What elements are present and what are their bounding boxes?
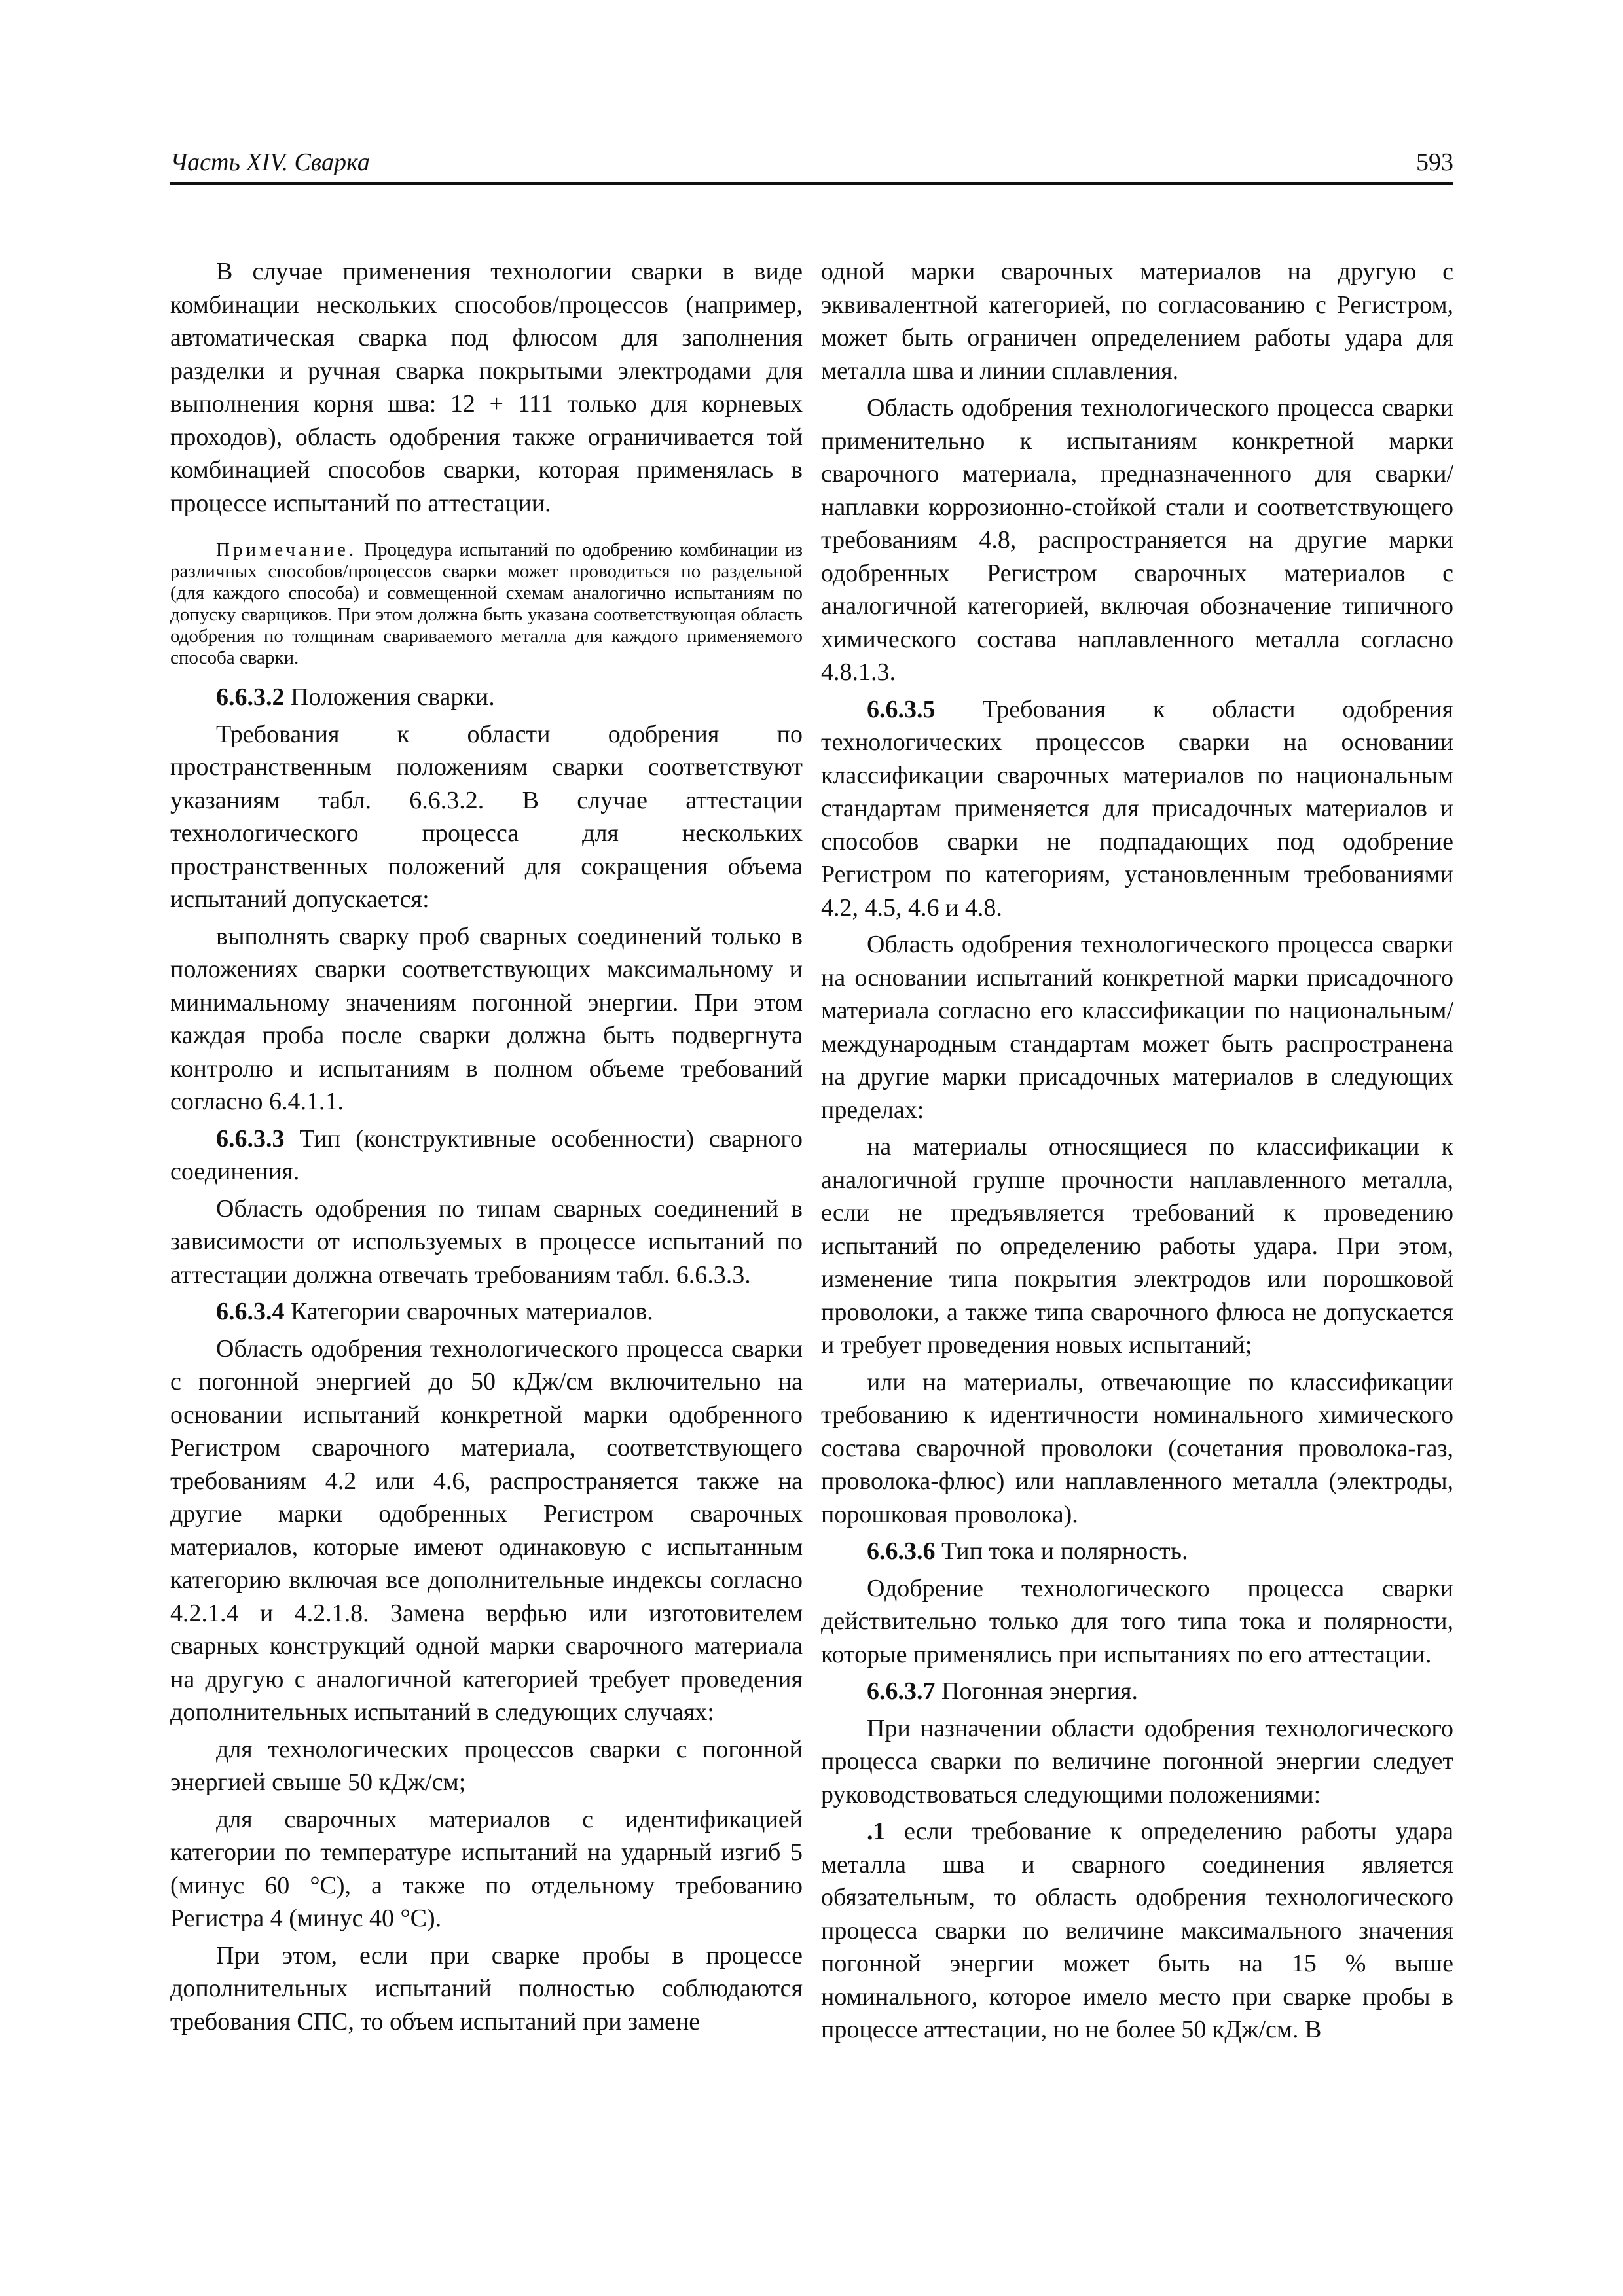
section-heading (170, 1295, 803, 1329)
paragraph: Одобрение технологического процесса сварки действительно только для того типа тока и полярности, которые применялись при испытаниях по его аттестации. (821, 1574, 1453, 1668)
paragraph: для сварочных материалов с идентификацией категории по температуре испытаний на ударный изгиб 5 (минус 60 °С), а также по отдельному требованию Регистра 4 (минус 40 °С). (170, 1805, 803, 1932)
page-number: 593 (1416, 149, 1453, 176)
note-text: Процедура испытаний по одобрению комбинации из различных способов/процессов сварки может проводиться по раздельной (для каждого способа) и совмещенной схемам аналогично испытаниям по допуску сварщиков. При этом должна быть указана соответствующая область одобрения по толщинам свариваемого металла для каждого применяемого способа сварки. (170, 539, 803, 668)
section-title: Тип тока и полярность. (941, 1537, 1188, 1565)
item-text: если требование к определению работы удара металла шва и сварного соединения является обязательным, то область одобрения технологического процесса сварки по величине максимального значения погонной энергии может быть на 15 % выше номинального, которое имело место при сварке пробы в процессе аттестации, но не более 50 кДж/см. В (821, 1818, 1453, 2043)
section-title: Погонная энергия. (941, 1677, 1139, 1705)
section-number: 6.6.3.6 (867, 1537, 936, 1565)
paragraph: Область одобрения технологического процесса сварки с погонной энергией до 50 кДж/см включительно на основании испытаний конкретной марки одобренного Регистром сварочного материала, соответствующего требованиям 4.2 или 4.6, распространяется также на другие марки одобренных Регистром сварочных материалов, которые имеют одинаковую с испытанным категорию включая все дополнительные индексы согласно 4.2.1.4 и 4.2.1.8. Замена верфью или изготовителем сварных конструкций одной марки сварочного материала на другую с аналогичной категорией требует проведения дополнительных испытаний в следующих случаях: (170, 1335, 803, 1726)
paragraph: одной марки сварочных материалов на другую с эквивалентной категорией, по согласованию с Регистром, может быть ограничен определением работы удара для металла шва и линии сплавления. (821, 258, 1453, 385)
section-title: Тип (конструктивные особенности) сварного соединения. (170, 1124, 803, 1185)
paragraph: Требования к области одобрения по пространственным положениям сварки соответствуют указаниям табл. 6.6.3.2. В случае аттестации технологического процесса для нескольких пространственных положений для сокращения объема испытаний допускается: (170, 720, 803, 913)
section-heading (821, 1535, 1453, 1568)
paragraph: Область одобрения технологического процесса сварки на основании испытаний конкретной марки присадочного материала согласно его классификации по национальным/международным стандартам может быть распространена на другие марки присадочных материалов в следующих пределах: (821, 931, 1453, 1124)
section-number: 6.6.3.2 (216, 683, 285, 711)
left-column (170, 255, 803, 2042)
paragraph: на материалы относящиеся по классификации к аналогичной группе прочности наплавленного металла, если не предъявляется требований к проведению испытаний по определению работы удара. При этом, изменение типа покрытия электродов или порошковой проволоки, а также типа сварочного флюса не допускается и требует проведения новых испытаний; (821, 1133, 1453, 1359)
paragraph: При этом, если при сварке пробы в процессе дополнительных испытаний полностью соблюдаются требования СПС, то объем испытаний при замене (170, 1941, 803, 2036)
paragraph: для технологических процессов сварки с погонной энергией свыше 50 кДж/см; (170, 1735, 803, 1796)
paragraph: При назначении области одобрения технологического процесса сварки по величине погонной энергии следует руководствоваться следующими положениями: (821, 1714, 1453, 1808)
note-label: Примечание. (216, 539, 357, 560)
note (170, 539, 803, 669)
section-heading (821, 1675, 1453, 1708)
item-number: .1 (867, 1818, 886, 1845)
paragraph: выполнять сварку проб сварных соединений только в положениях сварки соответствующих максимальному и минимальному значениям погонной энергии. При этом каждая проба после сварки должна быть подвергнута контролю и испытаниям в полном объеме требований согласно 6.4.1.1. (170, 922, 803, 1115)
paragraph: Область одобрения технологического процесса сварки применительно к испытаниям конкретной марки сварочного материала, предназначенного для сварки/наплавки коррозионно-стойкой стали и соответствующего требованиям 4.8, распространяется на другие марки одобренных Регистром сварочных материалов с аналогичной категорией, включая обозначение типичного химического состава наплавленного металла согласно 4.8.1.3. (821, 394, 1453, 686)
paragraph: Область одобрения по типам сварных соединений в зависимости от используемых в процессе испытаний по аттестации должна отвечать требованиям табл. 6.6.3.3. (170, 1194, 803, 1289)
list-item (821, 1815, 1453, 2047)
section-title: Категории сварочных материалов. (291, 1298, 653, 1325)
right-column (821, 255, 1453, 2051)
page-header (170, 143, 1453, 185)
section-heading (170, 1122, 803, 1189)
section-number: 6.6.3.3 (216, 1124, 285, 1153)
running-title: Часть XIV. Сварка (170, 149, 370, 176)
section-title: Требования к области одобрения технологических процессов сварки на основании классификации сварочных материалов по национальным стандартам применяется для присадочных материалов и способов сварки не подпадающих под одобрение Регистром по категориям, установленным требованиями 4.2, 4.5, 4.6 и 4.8. (821, 695, 1453, 922)
paragraph: или на материалы, отвечающие по классификации требованию к идентичности номинального химического состава сварочной проволоки (сочетания проволока-газ, проволока-флюс) или наплавленного металла (электроды, порошковая проволока). (821, 1368, 1453, 1528)
section-heading (821, 693, 1453, 925)
section-number: 6.6.3.7 (867, 1677, 936, 1705)
section-number: 6.6.3.4 (216, 1298, 285, 1325)
paragraph: В случае применения технологии сварки в виде комбинации нескольких способов/процессов (например, автоматическая сварка под флюсом для заполнения разделки и ручная сварка покрытыми электродами для выполнения корня шва: 12 + 111 только для корневых проходов), область одобрения также ограничивается той комбинацией способов сварки, которая применялась в процессе испытаний по аттестации. (170, 258, 803, 517)
section-heading (170, 681, 803, 714)
section-title: Положения сварки. (291, 683, 495, 711)
section-number: 6.6.3.5 (867, 695, 936, 723)
